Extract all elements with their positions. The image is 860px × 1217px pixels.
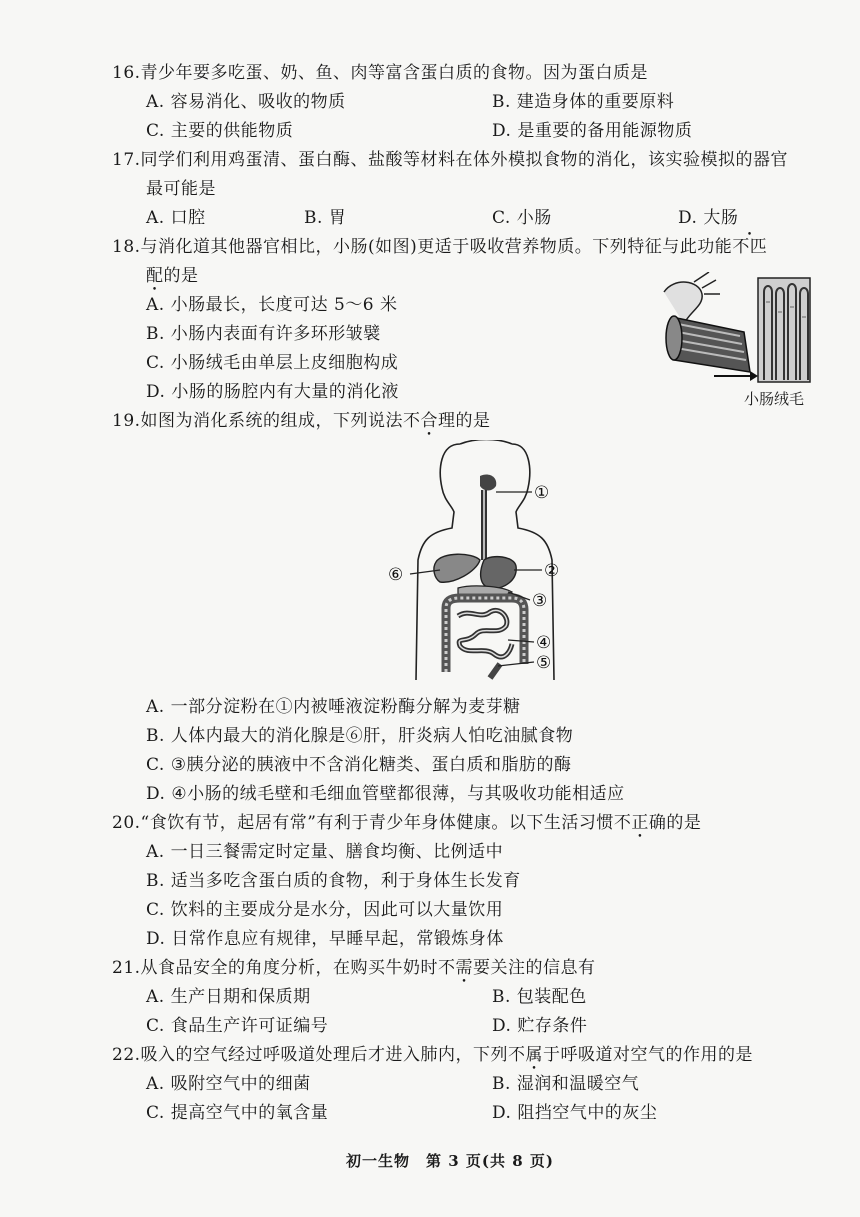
- digestive-system-figure: [380, 440, 570, 680]
- q20-stem-text: 20.“食饮有节，起居有常”有利于青少年身体健康。以下生活习惯: [112, 813, 614, 833]
- q20-stem-end: 的是: [666, 813, 702, 833]
- q18-stem-line2: [146, 265, 199, 287]
- q17-option-d: D. 大肠: [678, 208, 739, 228]
- q17-stem-line2: 最可能是: [146, 179, 216, 199]
- q21-stem: [112, 957, 596, 979]
- q19-option-d: D. ④小肠的绒毛壁和毛细血管壁都很薄，与其吸收功能相适应: [146, 784, 625, 804]
- q17-option-b: B. 胃: [304, 208, 347, 228]
- q19-stem-end: 的是: [455, 411, 491, 431]
- q18-emphasis-2: 配: [146, 266, 164, 286]
- q22-option-d: D. 阻挡空气中的灰尘: [492, 1103, 658, 1123]
- q19-option-b: B. 人体内最大的消化腺是⑥肝，肝炎病人怕吃油腻食物: [146, 726, 574, 746]
- q16-option-b: B. 建造身体的重要原料: [492, 92, 675, 112]
- q20-option-a: A. 一日三餐需定时定量、膳食均衡、比例适中: [146, 842, 504, 862]
- q22-stem-end: 呼吸道对空气的作用的是: [560, 1045, 754, 1065]
- label-2: ②: [544, 561, 560, 581]
- q19-stem-text: 19.如图为消化系统的组成，下列说法: [112, 411, 404, 431]
- q20-stem: [112, 812, 701, 834]
- q18-emphasis-1: 不匹: [732, 237, 768, 257]
- q21-option-b: B. 包装配色: [492, 987, 587, 1007]
- q18-stem-end: 的是: [163, 266, 199, 286]
- label-5: ⑤: [536, 653, 552, 673]
- q18-option-a: A. 小肠最长，长度可达 5～6 米: [146, 295, 398, 315]
- q18-option-d: D. 小肠的肠腔内有大量的消化液: [146, 382, 399, 402]
- q18-stem-line1: [112, 236, 767, 258]
- q19-option-a: A. 一部分淀粉在①内被唾液淀粉酶分解为麦芽糖: [146, 697, 521, 717]
- q17-option-a: A. 口腔: [146, 208, 206, 228]
- q21-stem-end: 关注的信息有: [490, 958, 596, 978]
- q22-emphasis: 不属于: [508, 1045, 561, 1065]
- q17-option-c: C. 小肠: [492, 208, 552, 228]
- q16-option-d: D. 是重要的备用能源物质: [492, 121, 693, 141]
- q21-option-d: D. 贮存条件: [492, 1016, 588, 1036]
- q22-option-b: B. 湿润和温暖空气: [492, 1074, 640, 1094]
- label-3: ③: [532, 591, 548, 611]
- q20-option-c: C. 饮料的主要成分是水分，因此可以大量饮用: [146, 900, 504, 920]
- q22-stem: [112, 1044, 753, 1066]
- q20-emphasis: 不正确: [613, 813, 667, 833]
- q18-option-b: B. 小肠内表面有许多环形皱襞: [146, 324, 381, 344]
- q21-stem-text: 21.从食品安全的角度分析，在购买牛奶时: [112, 958, 439, 978]
- label-6: ⑥: [388, 565, 404, 585]
- small-intestine-caption: 小肠绒毛: [744, 390, 805, 408]
- q18-stem-text: 18.与消化道其他器官相比，小肠(如图)更适于吸收营养物质。下列特征与此功能: [112, 237, 733, 257]
- q20-option-d: D. 日常作息应有规律，早睡早起，常锻炼身体: [146, 929, 504, 949]
- small-intestine-figure: [654, 272, 814, 388]
- q19-stem: [112, 410, 491, 432]
- q16-option-c: C. 主要的供能物质: [146, 121, 294, 141]
- q22-option-c: C. 提高空气中的氧含量: [146, 1103, 329, 1123]
- label-4: ④: [536, 633, 552, 653]
- label-1: ①: [534, 483, 550, 503]
- q17-stem-line1: 17.同学们利用鸡蛋清、蛋白酶、盐酸等材料在体外模拟食物的消化，该实验模拟的器官: [112, 150, 789, 170]
- q21-option-a: A. 生产日期和保质期: [146, 987, 311, 1007]
- q20-option-b: B. 适当多吃含蛋白质的食物，利于身体生长发育: [146, 871, 521, 891]
- q18-option-c: C. 小肠绒毛由单层上皮细胞构成: [146, 353, 399, 373]
- q19-option-c: C. ③胰分泌的胰液中不含消化糖类、蛋白质和脂肪的酶: [146, 755, 572, 775]
- q21-option-c: C. 食品生产许可证编号: [146, 1016, 329, 1036]
- q22-option-a: A. 吸附空气中的细菌: [146, 1074, 311, 1094]
- q22-stem-text: 22.吸入的空气经过呼吸道处理后才进入肺内，下列: [112, 1045, 509, 1065]
- q16-option-a: A. 容易消化、吸收的物质: [146, 92, 346, 112]
- page-footer: 初一生物 第 3 页(共 8 页): [346, 1152, 554, 1170]
- q19-emphasis: 不合理: [403, 411, 456, 431]
- q16-stem: 16.青少年要多吃蛋、奶、鱼、肉等富含蛋白质的食物。因为蛋白质是: [112, 63, 649, 83]
- q21-emphasis: 不需要: [438, 958, 491, 978]
